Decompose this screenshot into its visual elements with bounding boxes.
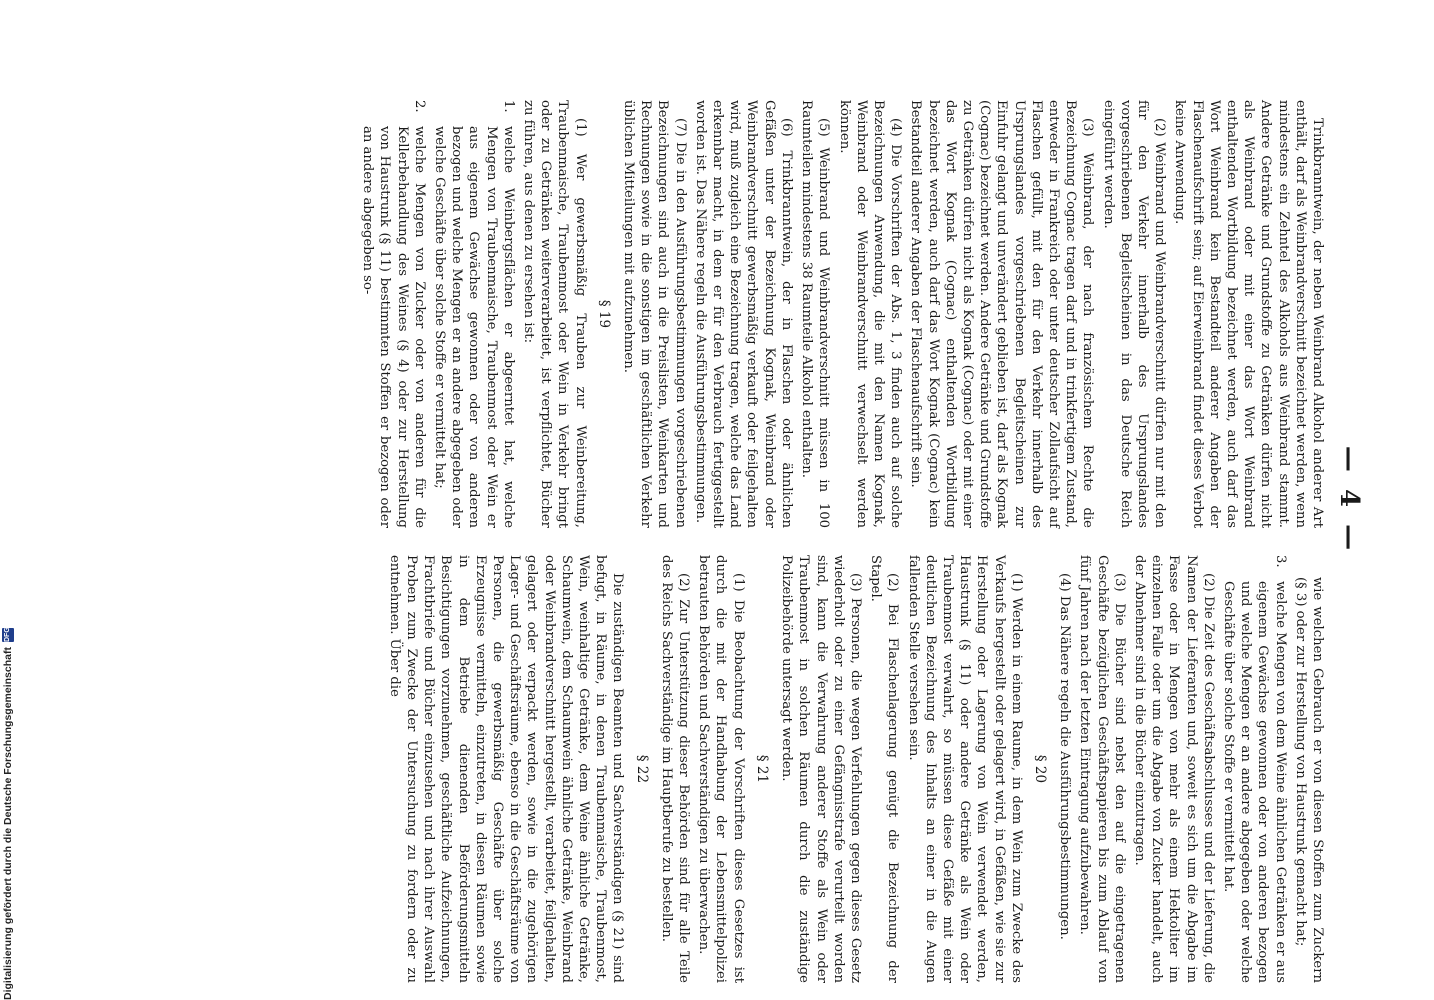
section-heading-21: § 21 — [753, 754, 770, 784]
paragraph: (7) Die in den Ausführungsbestimmungen vorgeschriebenen Bezeichnungen sind auch in die Preislisten, Weinkarten und Rechnungen sowie in die sonstigen im geschäftlichen Verkehr üblichen Mitteilungen mit aufzunehmen. — [621, 100, 688, 528]
credit-text: Digitalisierung gefördert durch die Deutsche Forschungsgemeinschaft — [2, 647, 14, 1000]
dfg-logo-icon: DFG — [2, 628, 14, 642]
section-heading-20: § 20 — [1031, 754, 1048, 784]
list-item-text: welche Mengen von Zucker oder von anderen für die Kellerbehandlung des Weines (§ 4) oder zur Herstellung von Haustrunk (§ 11) bestimmten Stoffen er bezogen oder an andere abgegeben so- — [360, 126, 427, 528]
list-item-text: welche Weinbergsflächen er abgeerntet hat, welche Mengen von Traubenmaische, Traubenmost oder Wein er aus eigenem Gewächse gewonnen oder von anderen bezogen und welche Mengen er an andere abgegeben oder welche Geschäfte über solche Stoffe er vermittelt hat; — [432, 126, 516, 528]
digitization-credit — [0, 0, 16, 1000]
paragraph: (2) Weinbrand und Weinbrandverschnitt dürfen nur mit den für den Verkehr innerhalb des Ursprungslandes vorgeschriebenen Begleitscheinen in das Deutsche Reich eingeführt werden. — [1100, 100, 1168, 528]
section-heading-22: § 22 — [633, 754, 650, 784]
list-item-number: 2. — [411, 100, 427, 113]
list-item-number: 1. — [500, 100, 516, 113]
list-item-continuation: wie welchen Gebrauch er von diesen Stoffen zum Zuckern (§ 3) oder zur Herstellung von Haustrunk gemacht hat; — [1292, 577, 1325, 983]
paragraph: (2) Bei Flaschenlagerung genügt die Bezeichnung der Stapel. — [868, 555, 901, 983]
right-text-column — [383, 555, 1326, 983]
list-item — [359, 100, 428, 528]
paragraph: (1) Werden in einem Raume, in dem Wein zum Zwecke des Verkaufs hergestellt oder gelagert wird, in Gefäßen, wie sie zur Herstellung oder Lagerung von Wein verwendet werden, Haustrunk (§ 11) oder andere Getränke als Wein oder Traubenmost verwahrt, so müssen diese Gefäße mit einer deutlichen Bezeichnung des Inhalts an einer in die Augen fallenden Stelle versehen sein. — [905, 555, 1024, 983]
list-item-number: 3. — [1272, 555, 1288, 568]
paragraph: Die zuständigen Beamten und Sachverständigen (§ 21) sind befugt, in Räume, in denen Traubenmaische, Traubenmost, Wein, weinhaltige Getränke, dem Weine ähnliche Getränke, Schaumwein, dem Schaumwein ähnliche Getränke, Weinbrand oder Weinbrandverschnitt hergestellt, verarbeitet, feilgehalten, gelagert oder verpackt werden, sowie in die zugehörigen Lager- und Geschäftsräume, ebenso in die Geschäftsräume von Personen, die gewerbsmäßig Geschäfte über solche Erzeugnisse vermitteln, einzutreten, in diesen Räumen sowie in dem Betriebe dienenden Beförderungsmitteln Besichtigungen vorzunehmen, geschäftliche Aufzeichnungen, Frachtbriefe und Bücher einzusehen und nach ihrer Auswahl Proben zum Zwecke der Untersuchung zu fordern oder zu entnehmen. Über die — [386, 555, 626, 983]
paragraph: (3) Die Bücher sind nebst den auf die eingetragenen Geschäfte bezüglichen Geschäftspapieren bis zum Ablauf von fünf Jahren nach der letzten Eintragung aufzubewahren. — [1077, 555, 1127, 983]
paragraph: (3) Personen, die wegen Verfehlungen gegen dieses Gesetz wiederholt oder zu einer Gefängnisstrafe verurteilt worden sind, kann die Verwahrung anderer Stoffe als Wein oder Traubenmost in solchen Räumen durch die zuständige Polizeibehörde untersagt werden. — [779, 555, 863, 983]
paragraph: (1) Die Beobachtung der Vorschriften dieses Gesetzes ist durch die mit der Handhabung der Lebensmittelpolizei betrauten Behörden und Sachverständigen zu überwachen. — [696, 555, 746, 983]
list-item — [431, 100, 517, 528]
left-text-column — [356, 100, 1326, 528]
paragraph: (2) Die Zeit des Geschäftsabschlusses und der Lieferung, die Namen der Lieferanten und, soweit es sich um die Abgabe im Fasse oder in Mengen von mehr als einem Hektoliter im einzelnen Falle oder um die Abgabe von Zucker handelt, auch der Abnehmer sind in die Bücher einzutragen. — [1131, 555, 1216, 983]
paragraph: Trinkbranntwein, der neben Weinbrand Alkohol anderer Art enthält, darf als Weinbrandverschnitt bezeichnet werden, wenn mindestens ein Zehntel des Alkohols aus Weinbrand stammt. Andere Getränke und Grundstoffe zu Getränken dürfen nicht als Weinbrand oder mit einer das Wort Weinbrand enthaltenden Wortbildung bezeichnet werden, auch darf das Wort Weinbrand kein Bestandteil anderer Angaben der Flaschenaufschrift sein; auf Eierweinbrand findet dieses Verbot keine Anwendung. — [1172, 100, 1325, 528]
paragraph: (5) Weinbrand und Weinbrandverschnitt müssen in 100 Raumteilen mindestens 38 Raumteile Alkohol enthalten. — [799, 100, 832, 528]
list-item-text: welche Mengen von dem Weine ähnlichen Getränken er aus eigenem Gewächse gewonnen oder von anderen bezogen und welche Mengen er an andere abgegeben oder welche Geschäfte über solche Stoffe er vermittelt hat. — [1220, 581, 1288, 983]
paragraph: (4) Das Nähere regeln die Ausführungsbestimmungen. — [1057, 573, 1073, 940]
paragraph: (6) Trinkbranntwein, der in Flaschen oder ähnlichen Gefäßen unter der Bezeichnung Kognak, Weinbrand oder Weinbrandverschnitt gewerbsmäßig verkauft oder feilgehalten wird, muß zugleich eine Bezeichnung tragen, welche das Land erkennbar macht, in dem er für den Verbrauch fertiggestellt worden ist. Das Nähere regeln die Ausführungsbestimmungen. — [692, 100, 794, 528]
page-number: — 4 — — [1334, 445, 1364, 555]
paragraph: (2) Zur Unterstützung dieser Behörden sind für alle Teile des Reichs Sachverständige im Hauptberufe zu bestellen. — [658, 555, 692, 983]
paragraph: (3) Weinbrand, der nach französischem Rechte die Bezeichnung Cognac tragen darf und in trinkfertigem Zustand, entweder in Frankreich oder unter deutscher Zollaufsicht auf Flaschen gefüllt, mit den für den Verkehr innerhalb des Ursprungslandes vorgeschriebenen Begleitscheinen zur Einfuhr gelangt und unverändert geblieben ist, darf als Kognak (Cognac) bezeichnet werden. Andere Getränke und Grundstoffe zu Getränken dürfen nicht als Kognak (Cognac) oder mit einer das Wort Kognak (Cognac) enthaltenden Wortbildung bezeichnet werden, auch darf das Wort Kognak (Cognac) kein Bestandteil anderer Angaben der Flaschenaufschrift sein. — [908, 100, 1096, 529]
section-heading-19: § 19 — [595, 299, 612, 329]
paragraph: (4) Die Vorschriften der Abs. 1, 3 finden auch auf solche Bezeichnungen Anwendung, die mit den Namen Kognak, Weinbrand oder Weinbrandverschnitt verwechselt werden können. — [836, 100, 904, 528]
paragraph: (1) Wer gewerbsmäßig Trauben zur Weinbereitung, Traubenmaische, Traubenmost oder Wein in Verkehr bringt oder zu Getränken weiterverarbeitet, ist verpflichtet, Bücher zu führen, aus denen zu ersehen ist: — [521, 100, 588, 528]
list-item — [1220, 555, 1289, 983]
